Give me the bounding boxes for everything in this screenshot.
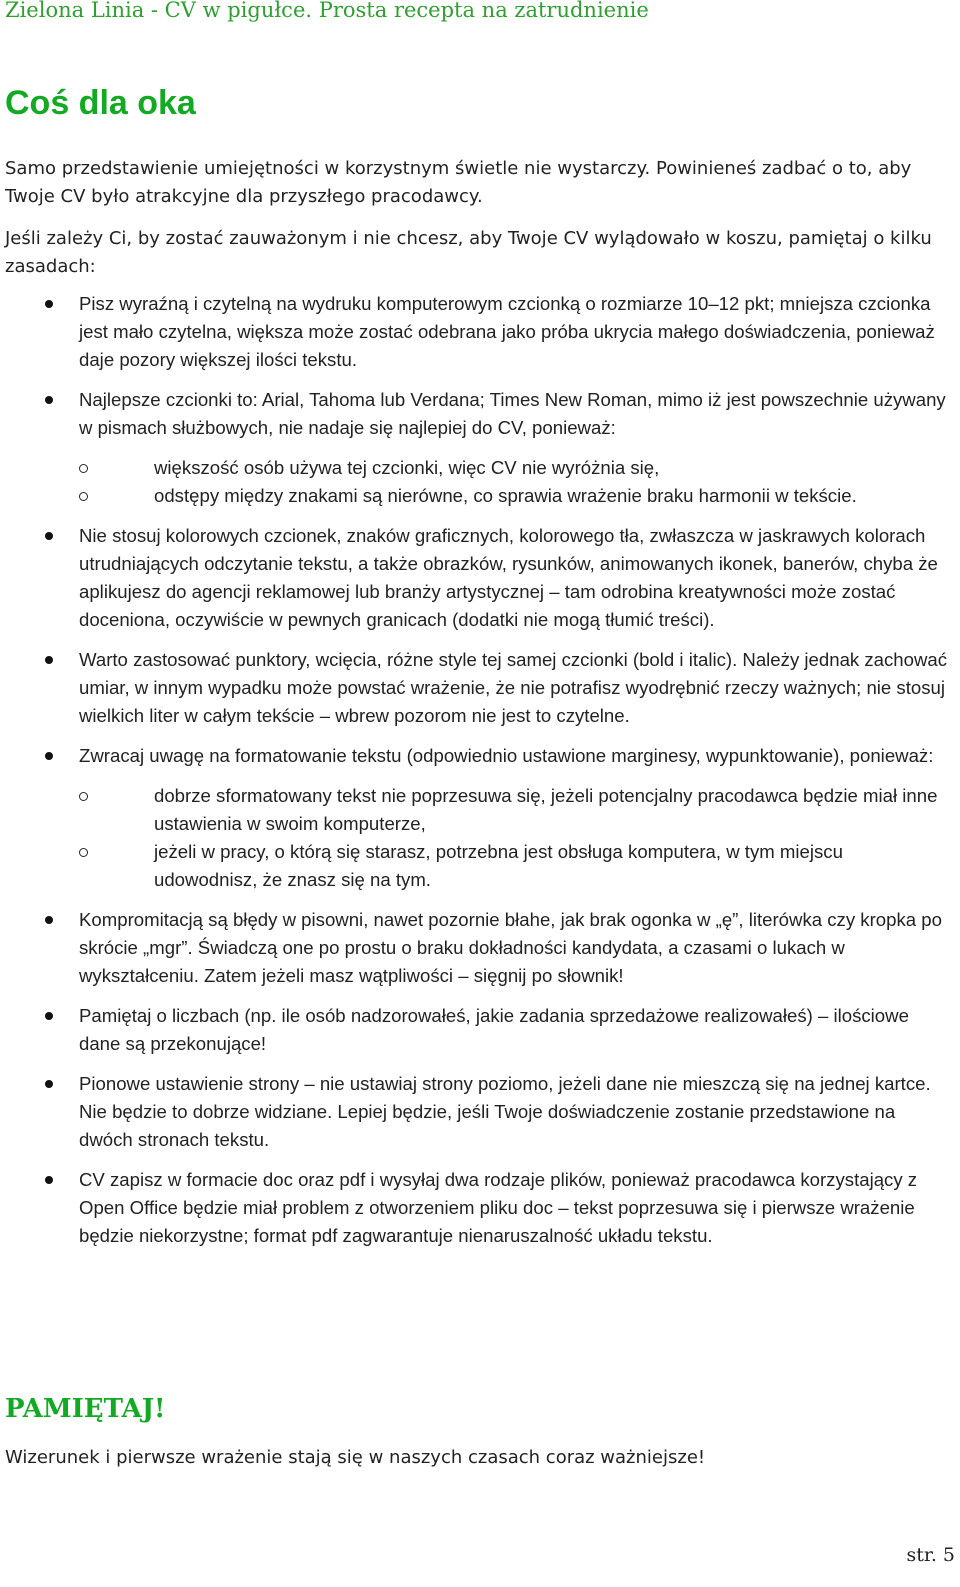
sub-list-item-text: dobrze sformatowany tekst nie poprzesuwa się, jeżeli potencjalny pracodawca będzie miał inne ustawienia w swoim komputerze, bbox=[154, 785, 938, 834]
list-item-text: Nie stosuj kolorowych czcionek, znaków graficznych, kolorowego tła, zwłaszcza w jaskrawych kolorach utrudniających odczytanie tekstu, a także obrazków, rysunków, animowanych ikonek, banerów, chyba że aplikujesz do agencji reklamowej lub branży artystycznej – tam odrobina kreatywności może zostać doceniona, oczywiście w pewnych granicach (dodatki nie mogą tłumić treści). bbox=[79, 525, 938, 630]
list-item-text: Pionowe ustawienie strony – nie ustawiaj strony poziomo, jeżeli dane nie mieszczą się na jednej kartce. Nie będzie to dobrze widziane. Lepiej będzie, jeśli Twoje doświadczenie zostanie przedstawione na dwóch stronach tekstu. bbox=[79, 1073, 931, 1150]
circle-bullet-icon bbox=[79, 492, 88, 501]
circle-bullet-icon bbox=[79, 464, 88, 473]
intro-paragraph-2: Jeśli zależy Ci, by zostać zauważonym i nie chcesz, aby Twoje CV wylądowało w koszu, pamiętaj o kilku zasadach: bbox=[5, 228, 932, 277]
list-item-text: Najlepsze czcionki to: Arial, Tahoma lub Verdana; Times New Roman, mimo iż jest powszechnie używany w pismach służbowych, nie nadaje się najlepiej do CV, ponieważ: bbox=[79, 389, 946, 438]
bullet-icon bbox=[45, 916, 53, 924]
list-item bbox=[5, 290, 950, 374]
bullet-icon bbox=[45, 1012, 53, 1020]
bullet-icon bbox=[45, 396, 53, 404]
list-item bbox=[5, 1002, 950, 1058]
sub-list-item bbox=[79, 782, 950, 838]
list-item bbox=[5, 1166, 950, 1250]
closing-paragraph: Wizerunek i pierwsze wrażenie stają się w naszych czasach coraz ważniejsze! bbox=[5, 1447, 706, 1468]
circle-bullet-icon bbox=[79, 792, 88, 801]
sub-list-item-text: odstępy między znakami są nierówne, co sprawia wrażenie braku harmonii w tekście. bbox=[154, 485, 857, 506]
remember-heading: PAMIĘTAJ! bbox=[5, 1394, 166, 1424]
sub-list-item-text: jeżeli w pracy, o którą się starasz, potrzebna jest obsługa komputera, w tym miejscu udowodnisz, że znasz się na tym. bbox=[154, 841, 843, 890]
bullet-icon bbox=[45, 656, 53, 664]
sub-list-item bbox=[79, 482, 950, 510]
list-item bbox=[5, 646, 950, 730]
sub-list-item bbox=[79, 838, 950, 894]
page-header: Zielona Linia - CV w pigułce. Prosta recepta na zatrudnienie bbox=[5, 0, 649, 22]
list-item bbox=[5, 906, 950, 990]
list-item-text: CV zapisz w formacie doc oraz pdf i wysyłaj dwa rodzaje plików, ponieważ pracodawca korzystający z Open Office będzie miał problem z otworzeniem pliku doc – tekst poprzesuwa się i pierwsze wrażenie będzie niekorzystne; format pdf zagwarantuje nienaruszalność układu tekstu. bbox=[79, 1169, 918, 1246]
sub-list-item-text: większość osób używa tej czcionki, więc CV nie wyróżnia się, bbox=[154, 457, 660, 478]
list-item bbox=[5, 742, 950, 894]
list-item bbox=[5, 522, 950, 634]
page-number: str. 5 bbox=[906, 1544, 955, 1566]
bullet-icon bbox=[45, 1176, 53, 1184]
list-item-text: Pisz wyraźną i czytelną na wydruku komputerowym czcionką o rozmiarze 10–12 pkt; mniejsza czcionka jest mało czytelna, większa może zostać odebrana jako próba ukrycia małego doświadczenia, ponieważ daje pozory większej ilości tekstu. bbox=[79, 293, 935, 370]
section-title: Coś dla oka bbox=[5, 84, 196, 122]
bullet-icon bbox=[45, 532, 53, 540]
sub-list bbox=[79, 454, 950, 510]
bullet-icon bbox=[45, 1080, 53, 1088]
list-item-text: Zwracaj uwagę na formatowanie tekstu (odpowiednio ustawione marginesy, wypunktowanie), ponieważ: bbox=[79, 745, 934, 766]
list-item bbox=[5, 1070, 950, 1154]
bullet-icon bbox=[45, 300, 53, 308]
list-item bbox=[5, 386, 950, 510]
bullet-icon bbox=[45, 752, 53, 760]
circle-bullet-icon bbox=[79, 848, 88, 857]
sub-list bbox=[79, 782, 950, 894]
list-item-text: Pamiętaj o liczbach (np. ile osób nadzorowałeś, jakie zadania sprzedażowe realizowałeś) – ilościowe dane są przekonujące! bbox=[79, 1005, 909, 1054]
intro-paragraph-1: Samo przedstawienie umiejętności w korzystnym świetle nie wystarczy. Powinieneś zadbać o to, aby Twoje CV było atrakcyjne dla przyszłego pracodawcy. bbox=[5, 158, 912, 207]
list-item-text: Warto zastosować punktory, wcięcia, różne style tej samej czcionki (bold i italic). Należy jednak zachować umiar, w innym wypadku może powstać wrażenie, że nie potrafisz wyodrębnić rzeczy ważnych; nie stosuj wielkich liter w całym tekście – wbrew pozorom nie jest to czytelne. bbox=[79, 649, 948, 726]
sub-list-item bbox=[79, 454, 950, 482]
rules-list bbox=[5, 290, 950, 1262]
list-item-text: Kompromitacją są błędy w pisowni, nawet pozornie błahe, jak brak ogonka w „ę”, literówka czy kropka po skrócie „mgr”. Świadczą one po prostu o braku dokładności kandydata, a czasami o lukach w wykształceniu. Zatem jeżeli masz wątpliwości – sięgnij po słownik! bbox=[79, 909, 942, 986]
